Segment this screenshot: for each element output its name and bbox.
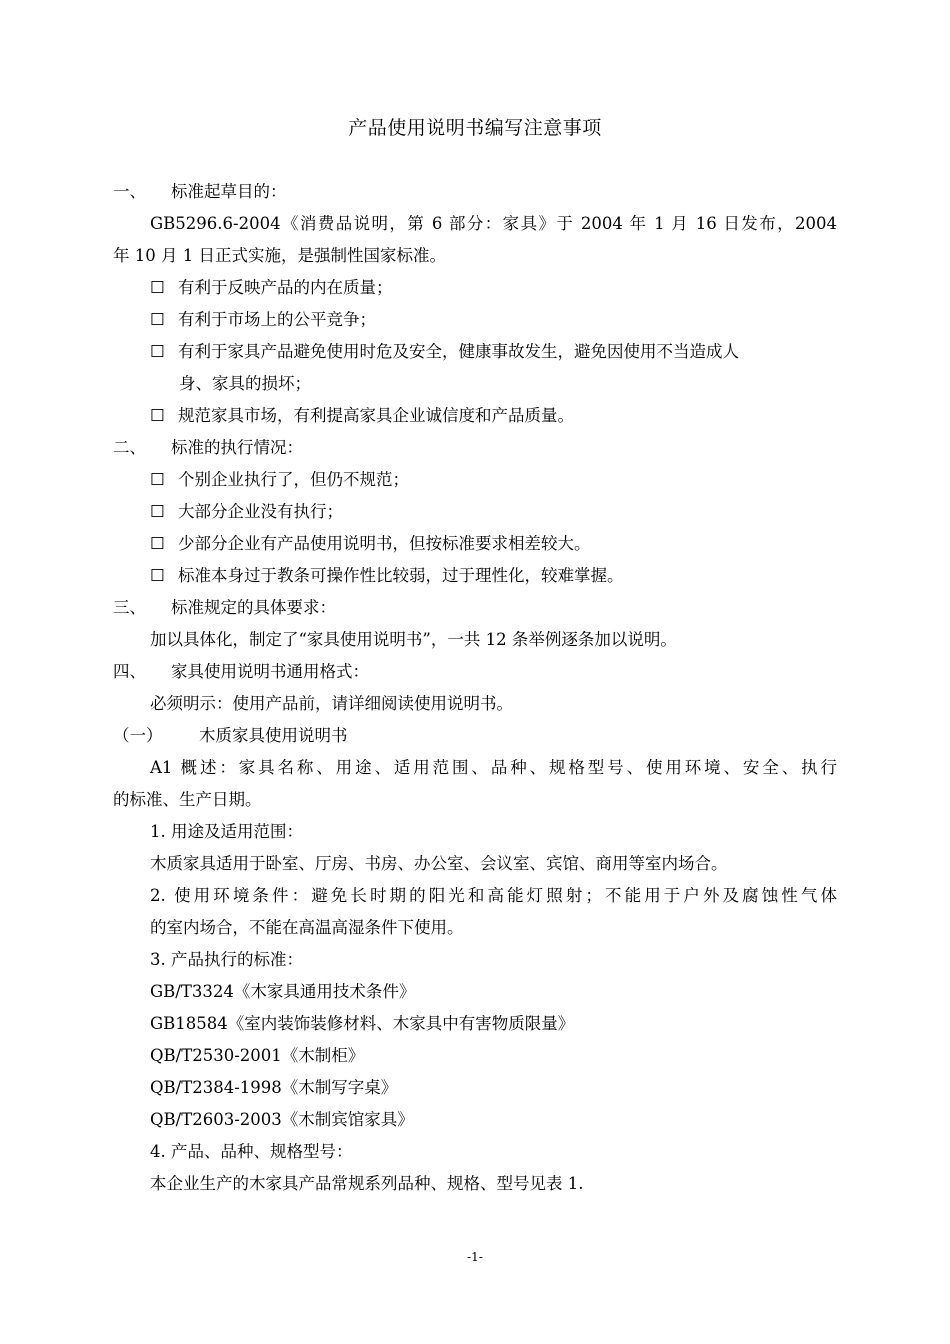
section-heading-2: 二、 标准的执行情况： xyxy=(113,438,303,457)
bullet-item-continuation: 身、家具的损坏； xyxy=(179,374,311,393)
standard-item: QB/T2384-1998《木制写字桌》 xyxy=(150,1078,398,1097)
paragraph-line: 木质家具适用于卧室、厅房、书房、办公室、会议室、宾馆、商用等室内场合。 xyxy=(150,854,728,873)
document-title: 产品使用说明书编写注意事项 xyxy=(348,117,602,139)
bullet-item: ☐ 个别企业执行了，但仍不规范； xyxy=(113,464,837,496)
standard-item: QB/T2603-2003《木制宾馆家具》 xyxy=(150,1110,414,1129)
bullet-item: ☐ 有利于家具产品避免使用时危及安全，健康事故发生，避免因使用不当造成人 xyxy=(113,336,837,368)
paragraph-line: 的室内场合，不能在高温高湿条件下使用。 xyxy=(150,918,464,937)
standard-item: GB/T3324《木家具通用技术条件》 xyxy=(150,982,416,1001)
bullet-item: ☐ 少部分企业有产品使用说明书，但按标准要求相差较大。 xyxy=(113,528,837,560)
bullet-item: ☐ 大部分企业没有执行； xyxy=(113,496,837,528)
checkbox-bullet-icon: ☐ xyxy=(150,278,165,297)
numbered-item: 3. 产品执行的标准： xyxy=(150,950,303,969)
section-heading-3: 三、 标准规定的具体要求： xyxy=(113,598,336,617)
checkbox-bullet-icon: ☐ xyxy=(150,470,165,489)
paragraph-line: GB5296.6-2004《消费品说明，第 6 部分：家具》于 2004 年 1 月 16 日发布，2004 xyxy=(150,214,837,233)
paragraph-line: 加以具体化，制定了“家具使用说明书”，一共 12 条举例逐条加以说明。 xyxy=(150,630,677,649)
checkbox-bullet-icon: ☐ xyxy=(150,566,165,585)
checkbox-bullet-icon: ☐ xyxy=(150,502,165,521)
numbered-item: 2. 使用环境条件：避免长时期的阳光和高能灯照射；不能用于户外及腐蚀性气体 xyxy=(150,886,837,905)
section-heading-1: 一、 标准起草目的： xyxy=(113,182,287,201)
bullet-item: ☐ 规范家具市场，有利提高家具企业诚信度和产品质量。 xyxy=(113,400,837,432)
document-body xyxy=(113,176,837,1200)
paragraph-line: 必须明示：使用产品前，请详细阅读使用说明书。 xyxy=(150,694,513,713)
bullet-item: ☐ 有利于市场上的公平竞争； xyxy=(113,304,837,336)
numbered-item: 4. 产品、品种、规格型号： xyxy=(150,1142,353,1161)
checkbox-bullet-icon: ☐ xyxy=(150,534,165,553)
paragraph-line: A1 概述：家具名称、用途、适用范围、品种、规格型号、使用环境、安全、执行 xyxy=(150,758,837,777)
page-number: -1- xyxy=(467,1250,483,1264)
bullet-item: ☐ 有利于反映产品的内在质量； xyxy=(113,272,837,304)
checkbox-bullet-icon: ☐ xyxy=(150,310,165,329)
bullet-item: ☐ 标准本身过于教条可操作性比较弱，过于理性化，较难掌握。 xyxy=(113,560,837,592)
checkbox-bullet-icon: ☐ xyxy=(150,406,165,425)
numbered-item: 1. 用途及适用范围： xyxy=(150,822,303,841)
paragraph-line: 本企业生产的木家具产品常规系列品种、规格、型号见表 1. xyxy=(150,1174,584,1193)
subsection-heading: （一） 木质家具使用说明书 xyxy=(113,726,348,745)
checkbox-bullet-icon: ☐ xyxy=(150,342,165,361)
standard-item: QB/T2530-2001《木制柜》 xyxy=(150,1046,365,1065)
standard-item: GB18584《室内装饰装修材料、木家具中有害物质限量》 xyxy=(150,1014,575,1033)
paragraph-line: 的标准、生产日期。 xyxy=(113,790,262,809)
section-heading-4: 四、 家具使用说明书通用格式： xyxy=(113,662,369,681)
paragraph-line: 年 10 月 1 日正式实施，是强制性国家标准。 xyxy=(113,246,446,265)
